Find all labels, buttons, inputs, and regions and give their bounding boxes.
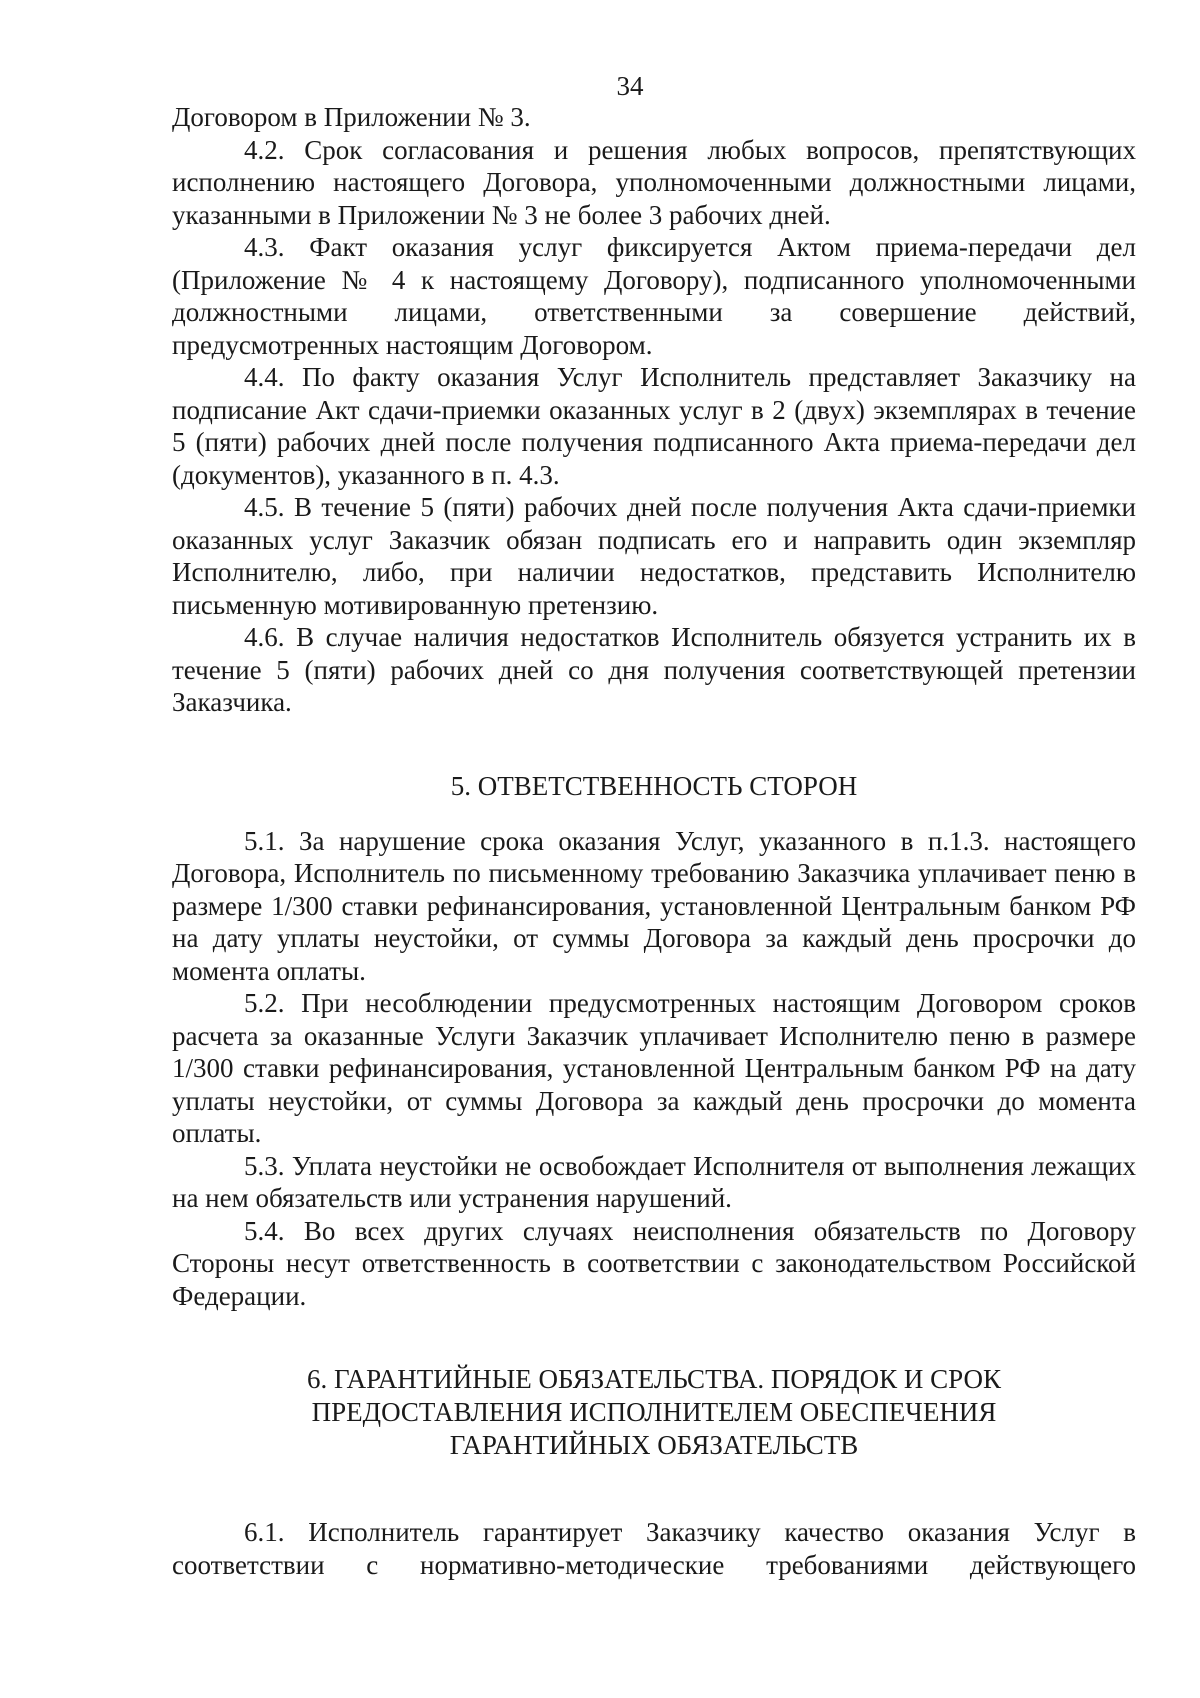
paragraph-5-4: 5.4. Во всех других случаях неисполнения обязательств по Договору Стороны несут ответственность в соответствии с законодательством Российской Федерации. (172, 1215, 1136, 1311)
paragraph-5-1: 5.1. За нарушение срока оказания Услуг, указанного в п.1.3. настоящего Договора, Исполнитель по письменному требованию Заказчика уплачивает пеню в размере 1/300 ставки рефинансирования, установленной Центральным банком РФ на дату уплаты неустойки, от суммы Договора за каждый день просрочки до момента оплаты. (172, 825, 1136, 986)
paragraph-4-6: 4.6. В случае наличия недостатков Исполнитель обязуется устранить их в течение 5 (пяти) рабочих дней со дня получения соответствующей претензии Заказчика. (172, 622, 1136, 717)
section-heading-6-line-1: 6. ГАРАНТИЙНЫЕ ОБЯЗАТЕЛЬСТВА. ПОРЯДОК И СРОК (307, 1364, 1001, 1394)
paragraph-4-5: 4.5. В течение 5 (пяти) рабочих дней после получения Акта сдачи-приемки оказанных услуг Заказчик обязан подписать его и направить один экземпляр Исполнителю, либо, при наличии недостатков, представить Исполнителю письменную мотивированную претензию. (172, 492, 1136, 620)
paragraph-5-3: 5.3. Уплата неустойки не освобождает Исполнителя от выполнения лежащих на нем обязательств или устранения нарушений. (172, 1150, 1136, 1213)
document-body (172, 101, 1136, 1581)
paragraph-4-3: 4.3. Факт оказания услуг фиксируется Актом приема-передачи дел (Приложение № 4 к настоящему Договору), подписанного уполномоченными должностными лицами, ответственными за совершение действий, предусмотренных настоящим Договором. (172, 232, 1136, 360)
paragraph-continuation: Договором в Приложении № 3. (172, 102, 531, 132)
page-number: 34 (616, 71, 644, 101)
section-heading-6-line-3: ГАРАНТИЙНЫХ ОБЯЗАТЕЛЬСТВ (449, 1430, 859, 1460)
paragraph-4-4: 4.4. По факту оказания Услуг Исполнитель представляет Заказчику на подписание Акт сдачи-приемки оказанных услуг в 2 (двух) экземплярах в течение 5 (пяти) рабочих дней после получения подписанного Акта приема-передачи дел (документов), указанного в п. 4.3. (172, 362, 1136, 490)
paragraph-5-2: 5.2. При несоблюдении предусмотренных настоящим Договором сроков расчета за оказанные Услуги Заказчик уплачивает Исполнителю пеню в размере 1/300 ставки рефинансирования, установленной Центральным банком РФ на дату уплаты неустойки, от суммы Договора за каждый день просрочки до момента оплаты. (172, 988, 1136, 1148)
section-heading-6 (172, 1363, 1136, 1462)
paragraph-6-1: 6.1. Исполнитель гарантирует Заказчику качество оказания Услуг в соответствии с нормативно-методические требованиями действующего (172, 1517, 1136, 1580)
section-heading-5: 5. ОТВЕТСТВЕННОСТЬ СТОРОН (450, 770, 858, 801)
paragraph-4-2: 4.2. Срок согласования и решения любых вопросов, препятствующих исполнению настоящего Договора, уполномоченными должностными лицами, указанными в Приложении № 3 не более 3 рабочих дней. (172, 134, 1136, 230)
section-heading-6-line-2: ПРЕДОСТАВЛЕНИЯ ИСПОЛНИТЕЛЕМ ОБЕСПЕЧЕНИЯ (311, 1397, 997, 1427)
